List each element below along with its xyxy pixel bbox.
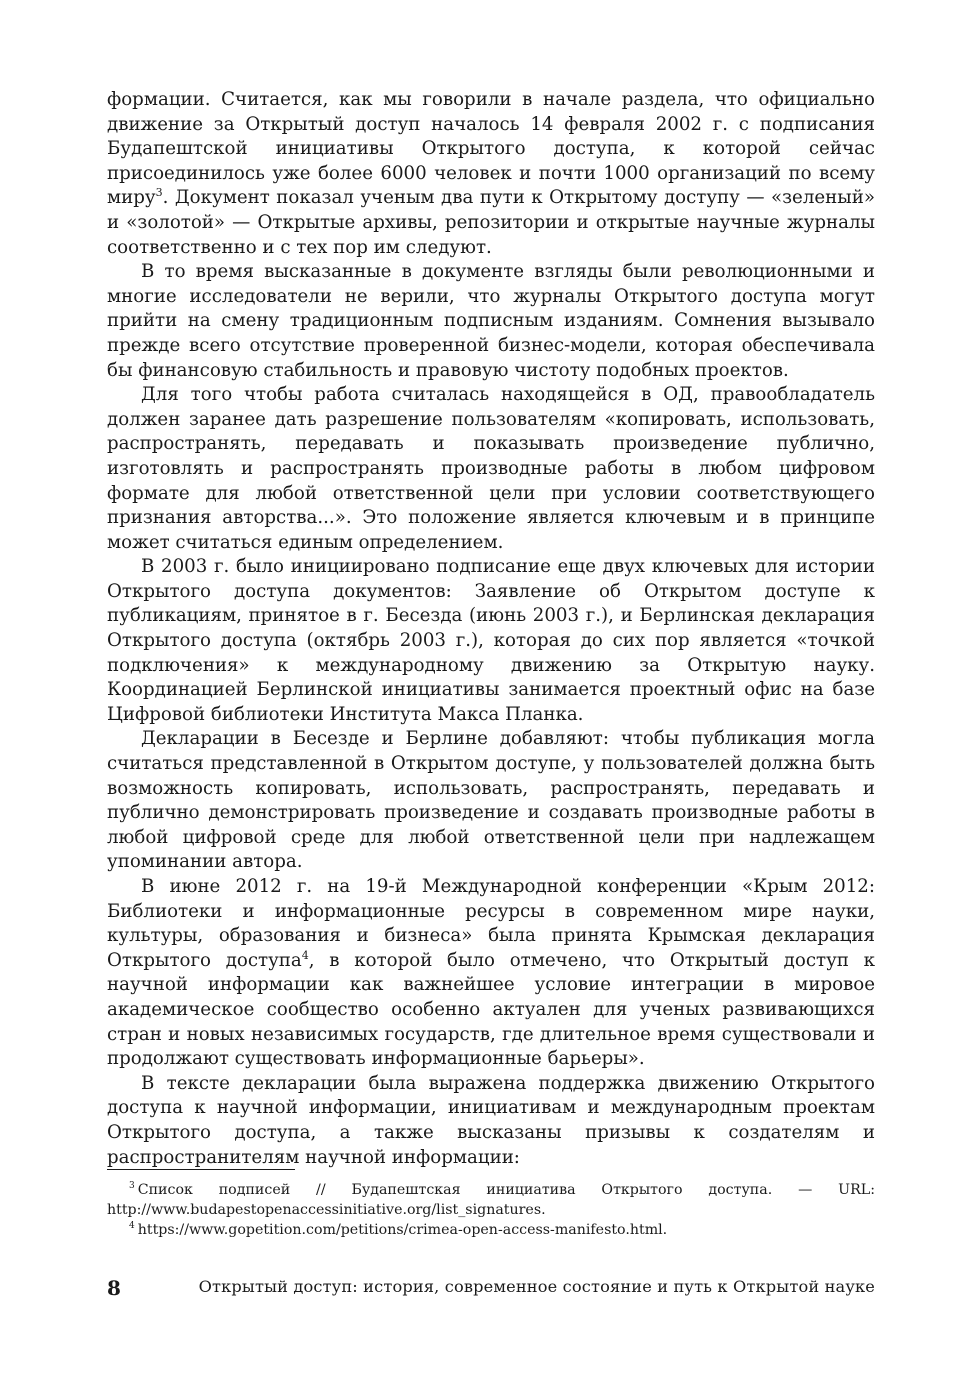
paragraph-2: В то время высказанные в документе взгляды были революционными и многие исследователи не верили, что журналы Открытого доступа могут прийти на смену традиционным подписным изданиям. Сомнения вызывало прежде всего отсутствие проверенной бизнес-модели, которая обеспечивала бы финансовую стабильность и правовую чистоту подобных проектов. — [107, 261, 875, 381]
footnote-ref-3[interactable]: 3 — [155, 186, 163, 200]
footnote-ref-4[interactable]: 4 — [301, 948, 309, 962]
main-text — [107, 88, 875, 1170]
footnote-divider — [107, 1169, 295, 1170]
running-title: Открытый доступ: история, современное состояние и путь к Открытой науке — [198, 1277, 875, 1296]
paragraph-5: Декларации в Бесезде и Берлине добавляют: чтобы публикация могла считаться представленной в Открытом доступе, у пользователей должна быть возможность копировать, использовать, распространять, передавать и публично демонстрировать произведение и создавать производные работы в любой цифровой среде для любой ответственной цели при надлежащем упоминании автора. — [107, 728, 875, 873]
paragraph-1-text-a: формации. Считается, как мы говорили в начале раздела, что официально движение за Открытый доступ началось 14 февраля 2002 г. с подписания Будапештской инициативы Открытого доступа, к которой сейчас присоединилось уже более 6000 человек и почти 1000 организаций по всему миру — [107, 89, 875, 209]
footnote-4-link[interactable]: https://www.gopetition.com/petitions/crimea-open-access-manifesto.html. — [137, 1222, 668, 1238]
paragraph-6-text-b: , в которой было отмечено, что Открытый доступ к научной информации как важнейшее условие интеграции в мировое академическое сообщество особенно актуален для ученых развивающихся стран и новых независимых государств, где длительное время существовали и продолжают существовать информационные барьеры». — [107, 949, 876, 1070]
footnote-4 — [107, 1220, 875, 1240]
paragraph-1 — [107, 88, 875, 260]
paragraph-6-text-a: В июне 2012 г. на 19-й Международной конференции «Крым 2012: Библиотеки и информационные ресурсы в современном мире науки, культуры, образования и бизнеса» была принята Крымская декларация Открытого доступа — [107, 876, 875, 971]
footnote-3-number: 3 — [129, 1181, 135, 1192]
footnote-3 — [107, 1180, 875, 1220]
paragraph-4: В 2003 г. было инициировано подписание еще двух ключевых для истории Открытого доступа документов: Заявление об Открытом доступе к публикациям, принятое в г. Бесезда (июнь 2003 г.), и Берлинская декларация Открытого доступа (октябрь 2003 г.), которая до сих пор является «точкой подключения» к международному движению за Открытую науку. Координацией Берлинской инициативы занимается проектный офис на базе Цифровой библиотеки Института Макса Планка. — [107, 556, 875, 725]
paragraph-6 — [107, 875, 875, 1072]
footnote-3-text: Список подписей // Будапештская инициатива Открытого доступа. — URL: http://www.budapestopenaccessinitiative.org/list_signatures. — [107, 1182, 875, 1218]
footnote-4-number: 4 — [129, 1221, 135, 1232]
footnotes — [107, 1180, 875, 1240]
paragraph-1-text-b: . Документ показал ученым два пути к Открытому доступу — «зеленый» и «золотой» — Открытые архивы, репозитории и открытые научные журналы соответственно и с тех пор им следуют. — [107, 187, 875, 258]
paragraph-3: Для того чтобы работа считалась находящейся в ОД, правообладатель должен заранее дать разрешение пользователям «копировать, использовать, распространять, передавать и показывать произведение публично, изготовлять и распространять производные работы в любом цифровом формате для любой ответственной цели при условии соответствующего признания авторства...». Это положение является ключевым и в принципе может считаться единым определением. — [107, 384, 875, 553]
page-number: 8 — [107, 1276, 121, 1300]
paragraph-7: В тексте декларации была выражена поддержка движению Открытого доступа к научной информации, инициативам и международным проектам Открытого доступа, а также высказаны призывы к создателям и распространителям научной информации: — [107, 1072, 875, 1168]
